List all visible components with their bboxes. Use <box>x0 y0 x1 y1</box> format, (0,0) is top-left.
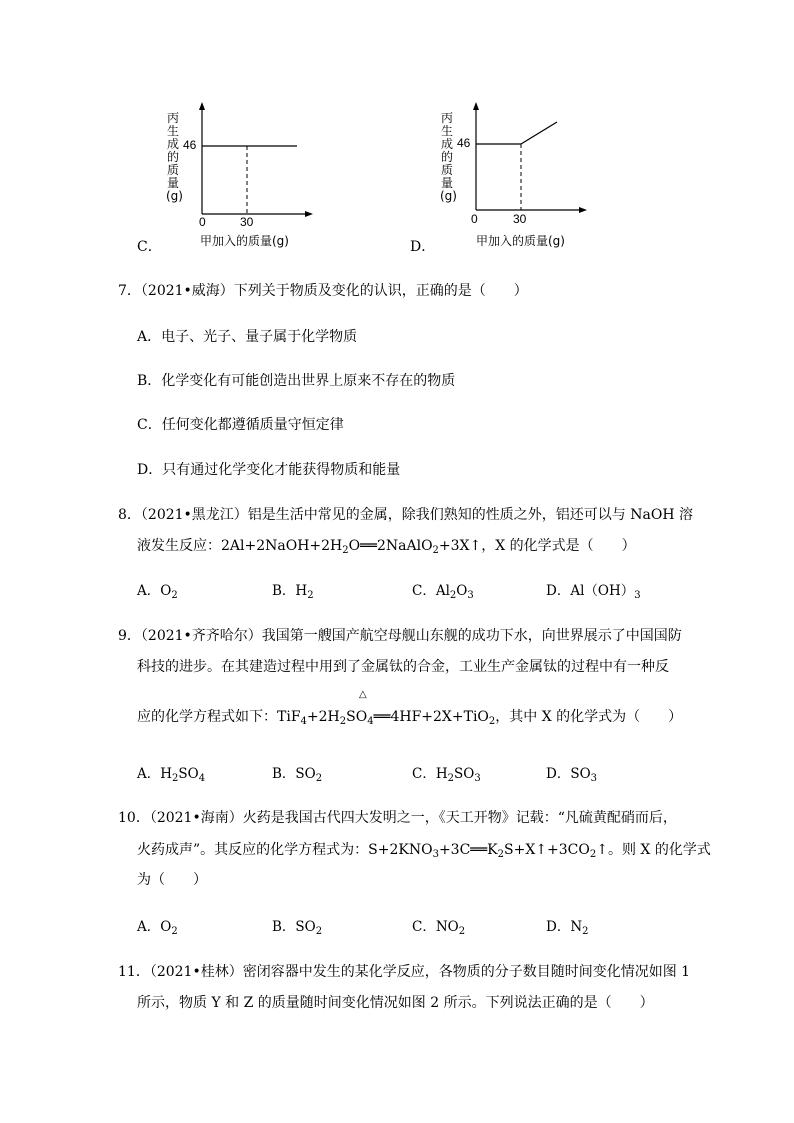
option-a <box>137 581 178 601</box>
text: C．H <box>412 766 448 782</box>
text: 应的化学方程式如下：TiF <box>137 709 301 725</box>
question-stem-equation <box>137 707 682 727</box>
y-label-char: 质 <box>166 163 179 177</box>
y-label-char: 成 <box>166 137 179 151</box>
text: B．H <box>272 583 308 599</box>
text: SO <box>346 709 368 725</box>
graph-d-axes <box>469 98 594 218</box>
subscript: 4 <box>300 716 307 727</box>
option-d <box>546 917 589 937</box>
x-axis-label: 甲加入的质量(g) <box>476 234 565 248</box>
question-stem: 7．（2021•威海）下列关于物质及变化的认识，正确的是（ ） <box>118 283 528 299</box>
x-origin: 0 <box>199 215 206 229</box>
text: A．H <box>137 766 173 782</box>
text: B．SO <box>272 919 316 935</box>
subscript: 2 <box>315 926 323 937</box>
question-stem-equation <box>137 840 711 860</box>
text: D．N <box>546 919 583 935</box>
subscript: 2 <box>171 926 178 937</box>
y-label-char: 丙 <box>166 111 179 125</box>
y-tick-46: 46 <box>457 136 471 150</box>
y-label-char: (g) <box>440 189 457 203</box>
subscript: 2 <box>307 590 314 601</box>
y-label-char: 量 <box>440 176 453 190</box>
subscript: 4 <box>367 716 374 727</box>
text: C．NO <box>412 919 459 935</box>
text: S+X↑+3CO <box>504 842 590 858</box>
text: D．Al（OH） <box>546 583 635 599</box>
subscript: 2 <box>447 773 454 784</box>
y-axis-arrow <box>199 102 205 110</box>
option-c: C．任何变化都遵循质量守恒定律 <box>137 417 344 433</box>
option-c <box>412 764 481 784</box>
text: A．O <box>137 919 172 935</box>
text: ══4HF+2X+TiO <box>373 709 489 725</box>
text: SO <box>453 766 475 782</box>
x-axis-arrow <box>579 207 587 213</box>
y-label-char: 量 <box>166 176 179 190</box>
option-d: D．只有通过化学变化才能获得物质和能量 <box>137 462 401 478</box>
subscript: 2 <box>449 590 457 601</box>
option-letter: C． <box>137 239 162 255</box>
text: A．O <box>137 583 172 599</box>
option-b: B．化学变化有可能创造出世界上原来不存在的物质 <box>137 373 456 389</box>
subscript: 3 <box>432 849 439 860</box>
x-tick-30: 30 <box>240 215 254 229</box>
text: O <box>456 583 468 599</box>
subscript: 3 <box>590 773 598 784</box>
option-b <box>272 764 322 784</box>
x-axis-label: 甲加入的质量(g) <box>200 234 289 248</box>
text: SO <box>178 766 199 782</box>
y-label-char: 成 <box>440 137 453 151</box>
subscript: 2 <box>589 849 597 860</box>
y-label-char: 生 <box>166 124 179 138</box>
option-b <box>272 917 322 937</box>
y-label-char: (g) <box>166 189 183 203</box>
option-c <box>412 581 474 601</box>
heat-condition-symbol: △ <box>359 689 367 700</box>
subscript: 2 <box>458 926 466 937</box>
y-label-char: 的 <box>440 150 453 164</box>
text: O══2NaAlO <box>348 538 433 554</box>
subscript: 2 <box>172 773 179 784</box>
text: +3X↑，X 的化学式是（ ） <box>438 538 636 554</box>
option-a <box>137 917 178 937</box>
subscript: 2 <box>432 545 439 556</box>
question-stem-line: 9．（2021•齐齐哈尔）我国第一艘国产航空母舰山东舰的成功下水，向世界展示了中国国防 <box>118 628 682 644</box>
text: 液发生反应：2Al+2NaOH+2H <box>137 538 343 554</box>
question-stem-line: 10．（2021•海南）火药是我国古代四大发明之一，《天工开物》记载：“凡硫黄配硝而后， <box>118 810 677 826</box>
question-stem-line: 科技的进步。在其建造过程中用到了金属钛的合金，工业生产金属钛的过程中有一种反 <box>137 659 669 675</box>
text: ↑。则 X 的化学式 <box>596 842 711 858</box>
subscript: 2 <box>315 773 323 784</box>
graph-c-axes <box>195 100 320 220</box>
text: ，其中 X 的化学式为（ ） <box>495 709 683 725</box>
subscript: 2 <box>582 926 589 937</box>
subscript: 2 <box>497 849 504 860</box>
data-line-rising <box>521 122 557 144</box>
subscript: 3 <box>467 590 474 601</box>
graph-c-y-label <box>166 111 183 203</box>
y-label-char: 的 <box>166 150 179 164</box>
text: C．Al <box>412 583 450 599</box>
graph-d-y-label <box>440 111 457 203</box>
subscript: 3 <box>634 590 641 601</box>
y-axis-arrow <box>473 102 479 110</box>
text: +3C══K <box>438 842 498 858</box>
x-tick-30: 30 <box>513 212 527 226</box>
y-label-char: 质 <box>440 163 453 177</box>
text: D．SO <box>546 766 591 782</box>
x-axis-arrow <box>305 211 313 217</box>
option-c <box>412 917 465 937</box>
option-d <box>546 581 641 601</box>
text: B．SO <box>272 766 316 782</box>
option-b <box>272 581 314 601</box>
question-stem-line: 所示，物质 Y 和 Z 的质量随时间变化情况如图 2 所示。下列说法正确的是（ ） <box>137 995 654 1011</box>
option-a <box>137 764 205 784</box>
option-d <box>546 764 597 784</box>
option-a: A．电子、光子、量子属于化学物质 <box>137 329 358 345</box>
question-stem-line: 为（ ） <box>137 872 207 888</box>
y-label-char: 生 <box>440 124 453 138</box>
y-label-char: 丙 <box>440 111 453 125</box>
subscript: 4 <box>198 773 206 784</box>
y-tick-46: 46 <box>183 138 197 152</box>
subscript: 3 <box>474 773 481 784</box>
subscript: 2 <box>488 716 496 727</box>
subscript: 2 <box>339 716 347 727</box>
subscript: 2 <box>171 590 178 601</box>
text: 火药成声”。其反应的化学方程式为：S+2KNO <box>137 842 433 858</box>
text: +2H <box>306 709 340 725</box>
question-stem-equation <box>137 536 636 556</box>
question-stem-line: 11．（2021•桂林）密闭容器中发生的某化学反应，各物质的分子数目随时间变化情况如图 1 <box>118 964 691 980</box>
subscript: 2 <box>342 545 349 556</box>
option-letter: D． <box>410 239 436 255</box>
x-origin: 0 <box>471 212 478 226</box>
question-stem-line: 8．（2021•黑龙江）铝是生活中常见的金属，除我们熟知的性质之外，铝还可以与 NaOH 溶 <box>118 507 693 523</box>
